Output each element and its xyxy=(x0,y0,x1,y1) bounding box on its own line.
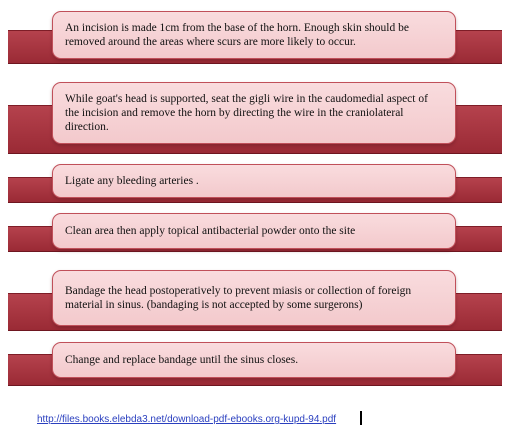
step-text-6: Change and replace bandage until the sinus closes. xyxy=(65,354,299,366)
step-text-4: Clean area then apply topical antibacterial powder onto the site xyxy=(65,225,356,237)
text-cursor xyxy=(360,411,362,425)
step-card-4 xyxy=(52,213,456,249)
step-text-1: An incision is made 1cm from the base of the horn. Enough skin should be removed around the areas where scurs are more likely to occur. xyxy=(65,22,409,48)
step-text-2: While goat's head is supported, seat the gigli wire in the caudomedial aspect of the incision and remove the horn by directing the wire in the craniolateral direction. xyxy=(65,93,428,133)
step-card-1 xyxy=(52,11,456,59)
step-card-2 xyxy=(52,82,456,144)
step-card-6 xyxy=(52,342,456,378)
step-text-3: Ligate any bleeding arteries . xyxy=(65,175,199,187)
step-card-3 xyxy=(52,164,456,198)
source-link[interactable]: http://files.books.elebda3.net/download-pdf-ebooks.org-kupd-94.pdf xyxy=(37,414,337,425)
step-card-5 xyxy=(52,270,456,326)
step-text-5: Bandage the head postoperatively to prevent miasis or collection of foreign material in sinus. (bandaging is not accepted by some surgerons) xyxy=(65,285,412,311)
